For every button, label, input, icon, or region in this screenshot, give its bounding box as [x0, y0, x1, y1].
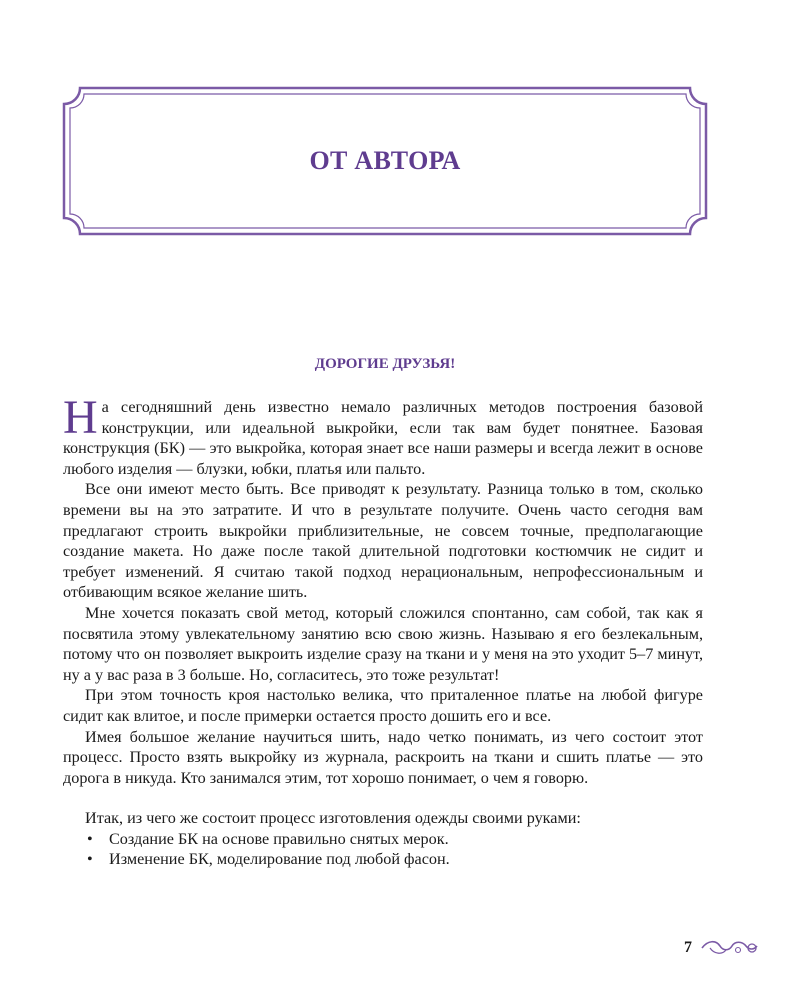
paragraph: Все они имеют место быть. Все приводят к результату. Разница только в том, сколько времени вы на это затратите. И что в результате получите. Очень часто сегодня вам предлагают строить выкройки приблизительные, не совсем точные, предполагающие создание макета. Но даже после такой длительной подготовки костюмчик не сидит и требует изменений. Я считаю такой подход нерациональным, непрофессиональным и отбивающим всякое желание шить.: [63, 480, 703, 602]
body-text: [63, 391, 703, 870]
paragraph: [63, 391, 703, 479]
list-item: [63, 849, 703, 870]
paragraph: При этом точность кроя настолько велика, что приталенное платье на любой фигуре сидит как влитое, и после примерки остается просто дошить его и все.: [63, 686, 703, 725]
list-item: [63, 829, 703, 850]
section-subheading: ДОРОГИЕ ДРУЗЬЯ!: [314, 356, 456, 372]
bullet-icon: •: [87, 850, 93, 869]
swirl-ornament-icon: [700, 937, 760, 959]
paragraph: Мне хочется показать свой метод, который сложился спонтанно, сам собой, так как я посвятила этому увлекательному занятию всю свою жизнь. Называю я его безлекальным, потому что он позволяет выкроить изделие сразу на ткани и у меня на это уходит 5–7 минут, ну а у вас раза в 3 больше. Но, согласитесь, это тоже результат!: [63, 603, 703, 684]
list-item-text: Создание БК на основе правильно снятых мерок.: [109, 829, 449, 848]
bullet-list: [63, 829, 703, 870]
paragraph: Имея большое желание научиться шить, надо четко понимать, из чего состоит этот процесс. Просто взять выкройку из журнала, раскроить на ткани и сшить платье — это дорога в никуда. Кто занимался этим, тот хорошо понимает, о чем я говорю.: [63, 727, 703, 787]
paragraph: Итак, из чего же состоит процесс изготовления одежды своими руками:: [85, 809, 581, 828]
page-number: 7: [684, 939, 692, 956]
drop-cap: Н: [63, 391, 98, 444]
bullet-icon: •: [87, 829, 93, 848]
paragraph-text: а сегодняшний день известно немало различных методов построения базовой конструкции, или идеальной выкройки, если так вам будет понятнее. Базовая конструкция (БК) — это выкройка, которая знает все наши размеры и всегда лежит в основе любого изделия — блузки, юбки, платья или пальто.: [63, 398, 703, 478]
list-item-text: Изменение БК, моделирование под любой фасон.: [109, 850, 450, 869]
page-footer: [684, 936, 760, 960]
chapter-title: ОТ АВТОРА: [309, 146, 461, 175]
chapter-header-frame: [62, 86, 708, 236]
